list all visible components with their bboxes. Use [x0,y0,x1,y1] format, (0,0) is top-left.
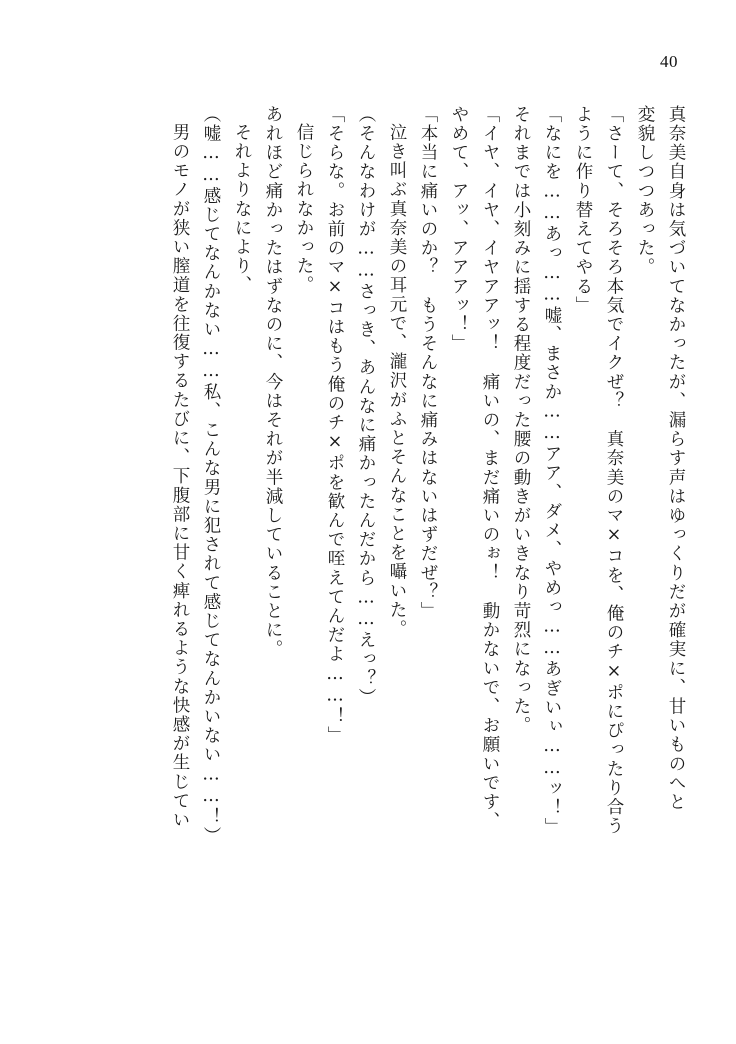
text-line: それまでは小刻みに揺する程度だった腰の動きがいきなり苛烈になった。 [511,105,531,736]
text-line: 「イヤ、イヤ、イヤアアッ！ 痛いの、まだ痛いのぉ！ 動かないで、お願いです、 [480,105,500,831]
text-line: 「さーて、そろそろ本気でイクぜ？ 真奈美のマ×コを、俺のチ×ポにぴったり合う [604,105,624,836]
text-line: ように作り替えてやる」 [573,105,593,316]
text-line: やめて、アッ、アアアッ！」 [449,105,469,354]
text-line: 真奈美自身は気づいてなかったが、漏らす声はゆっくりだが確実に、甘いものへと [666,105,686,812]
text-line: 信じられなかった。 [294,123,314,295]
text-line: 「そらな。お前のマ×コはもう俺のチ×ポを歓んで咥えてんだよ……！」 [325,105,345,746]
text-line: 男のモノが狭い膣道を往復するたびに、下腹部に甘く痺れるような快感が生じてい [170,123,190,830]
text-line: あれほど痛かったはずなのに、今はそれが半減していることに。 [263,105,283,659]
text-line: （そんなわけが……さっき、あんなに痛かったんだから……えっ？） [356,105,376,708]
page-number: 40 [660,52,678,71]
text-line: それよりなにより、 [232,123,252,295]
text-line: 泣き叫ぶ真奈美の耳元で、瀧沢がふとそんなことを囁いた。 [387,123,407,639]
text-line: （嘘……感じてなんかない……私、こんな男に犯されて感じてなんかいない……！） [201,105,221,846]
text-line: 「なにを……あっ……嘘、まさか……アア、ダメ、やめっ……あぎいぃ……ッ！」 [542,105,562,837]
body-text-block [60,105,684,984]
text-line: 「本当に痛いのか？ もうそんなに痛みはないはずだぜ？」 [418,105,438,621]
text-line: 変貌しつつあった。 [635,105,655,277]
